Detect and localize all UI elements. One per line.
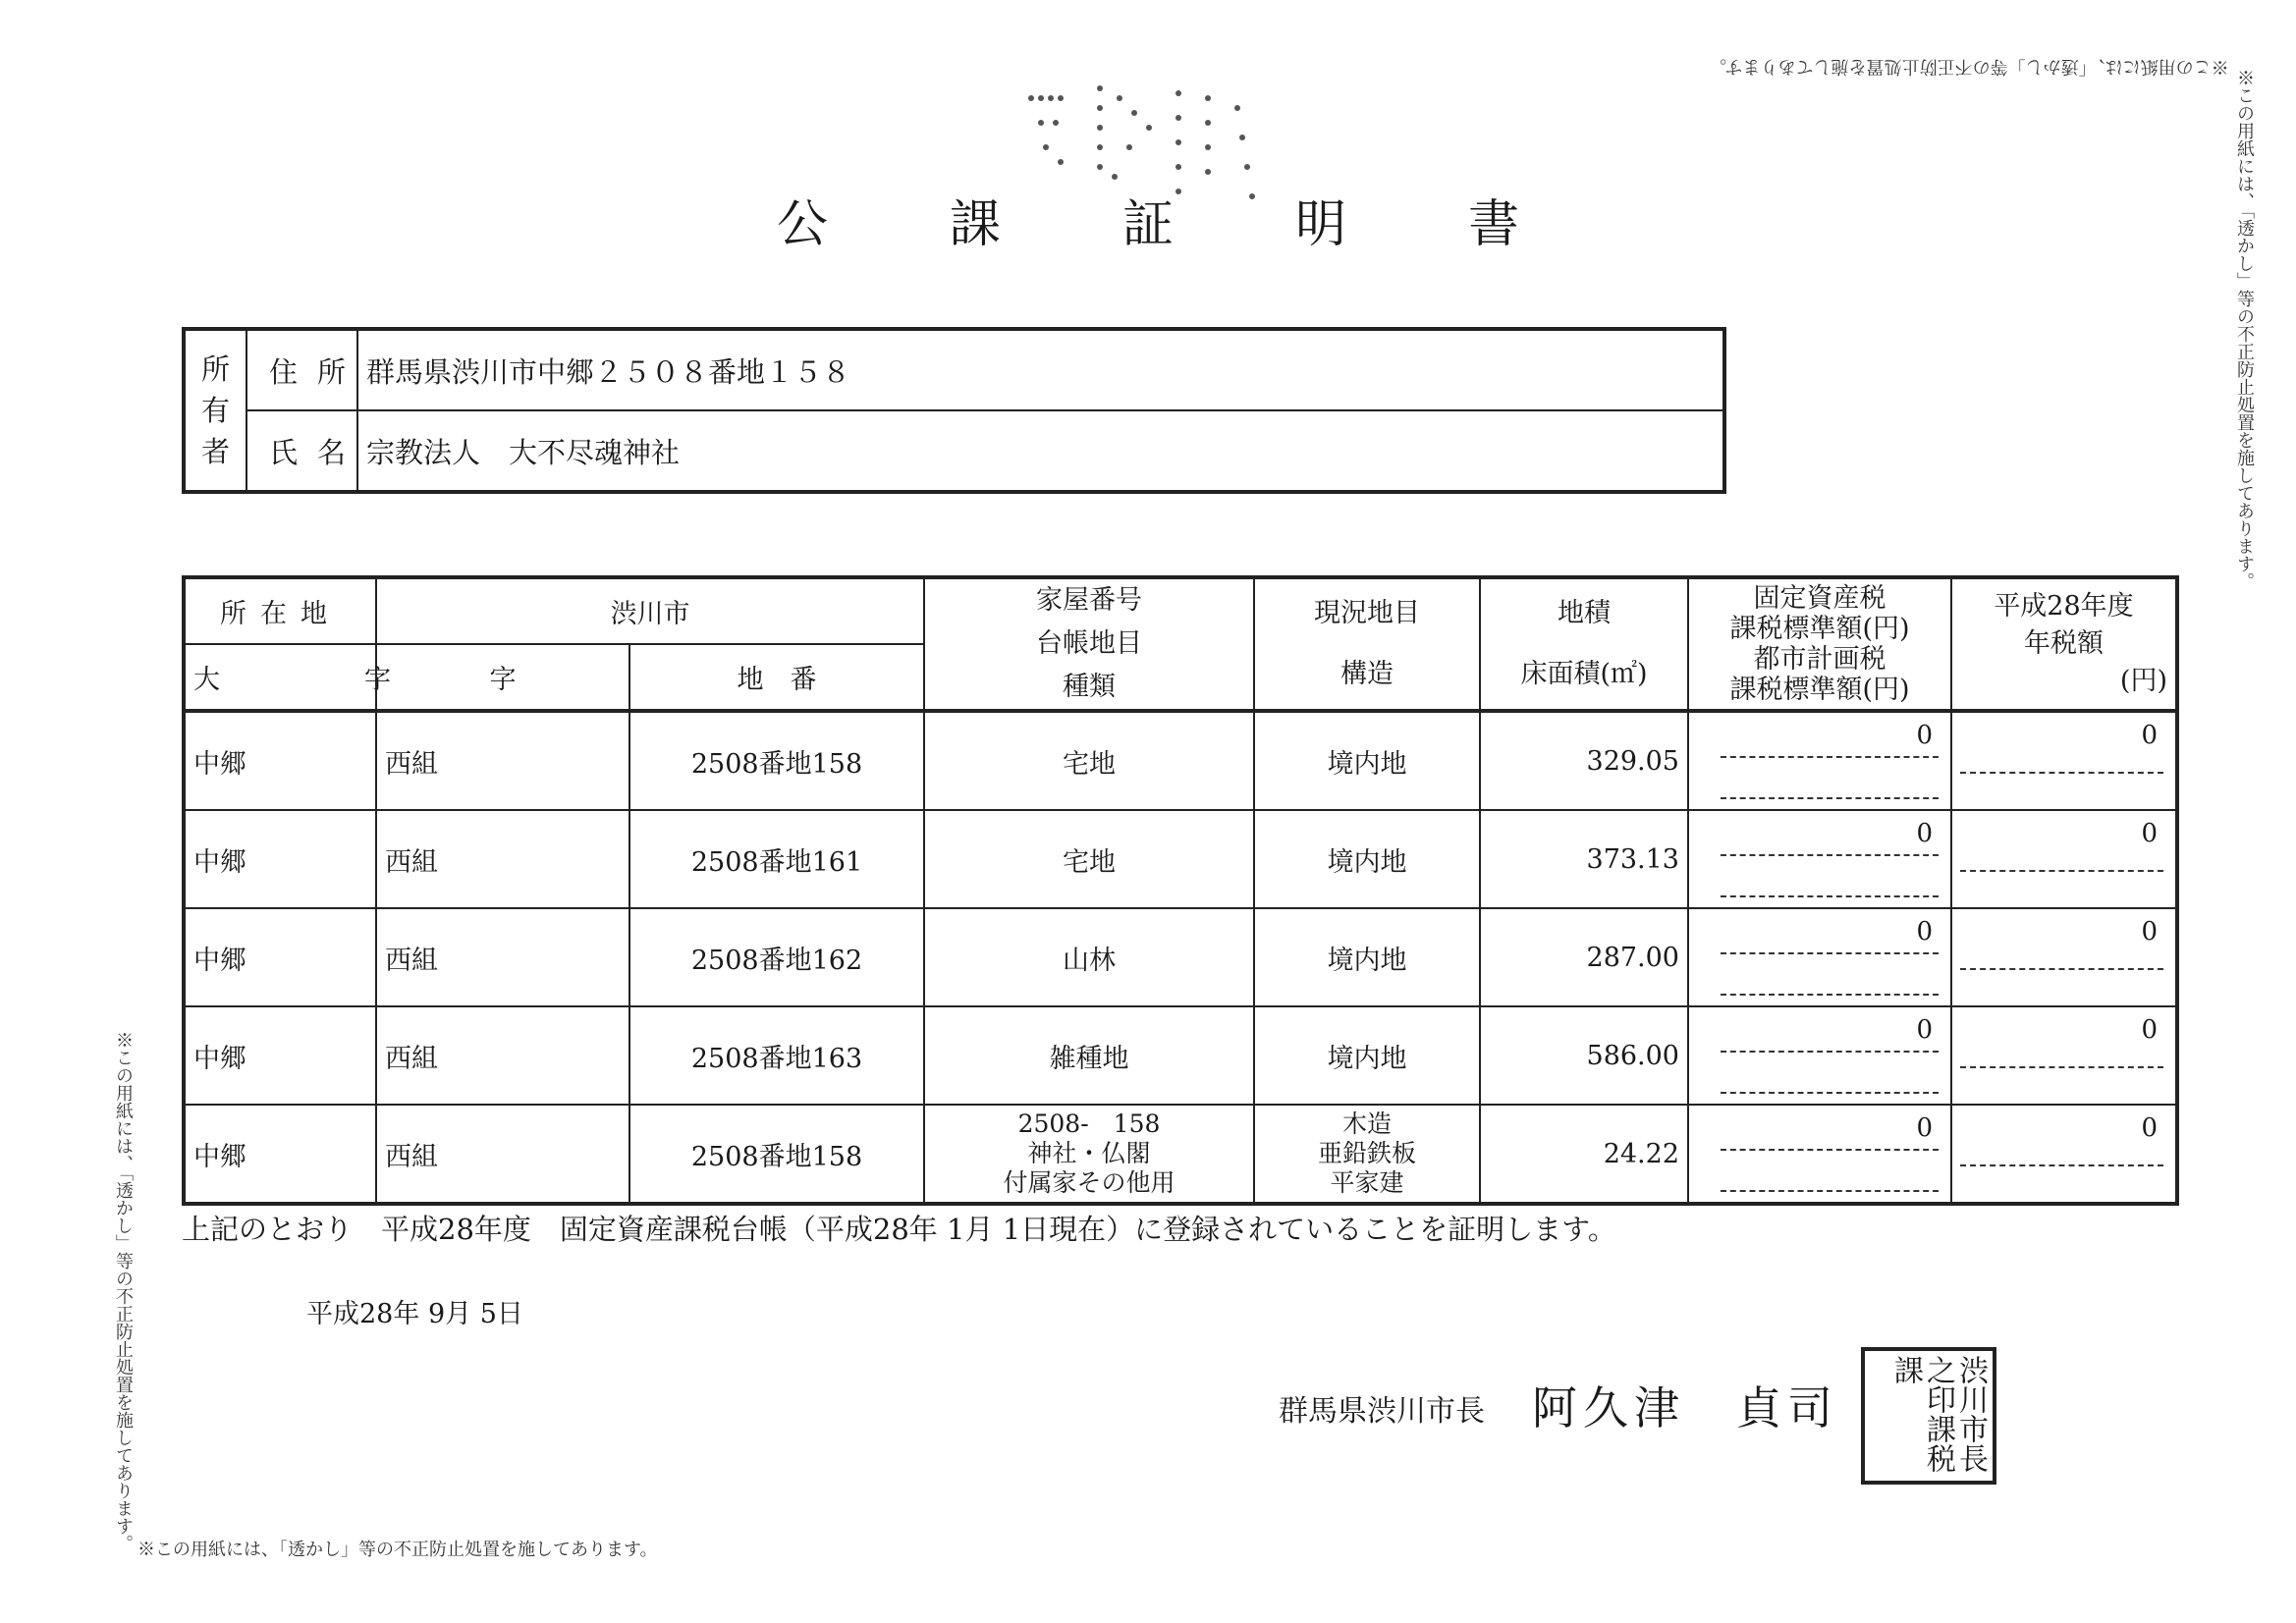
annual-value: 0	[2141, 721, 2158, 750]
cell-annual	[1951, 1105, 2177, 1204]
cell-kind: 宅地	[924, 810, 1254, 908]
annual-value: 0	[2141, 917, 2158, 947]
cell-chiban: 2508番地162	[629, 908, 924, 1006]
header-chiban: 地 番	[629, 644, 924, 711]
cell-oaza: 中郷	[184, 810, 376, 908]
table-row	[184, 810, 2177, 908]
table-row	[184, 1105, 2177, 1204]
header-tax-2: 課税標準額(円)	[1729, 614, 1910, 644]
cell-oaza: 中郷	[184, 1006, 376, 1105]
header-genkyo-2: 構造	[1340, 659, 1394, 689]
cell-tax	[1688, 810, 1951, 908]
cell-structure	[1254, 1105, 1480, 1204]
header-aza: 字	[376, 644, 629, 711]
header-city: 渋川市	[376, 577, 924, 644]
header-location: 所在地	[184, 577, 376, 644]
cell-tax	[1688, 908, 1951, 1006]
cell-chiban: 2508番地158	[629, 1105, 924, 1204]
cell-struct-1: 木造	[1341, 1109, 1392, 1138]
header-genkyo-1: 現況地目	[1314, 598, 1420, 628]
issue-date: 平成28年 9月 5日	[306, 1299, 523, 1329]
header-area-2: 床面積(㎡)	[1520, 659, 1648, 689]
header-annual-3: (円)	[2119, 666, 2167, 696]
cell-area: 329.05	[1480, 711, 1688, 810]
cell-area: 586.00	[1480, 1006, 1688, 1105]
cell-kind	[924, 1105, 1254, 1204]
cell-chiban: 2508番地158	[629, 711, 924, 810]
header-tax	[1688, 577, 1951, 711]
header-tax-4: 課税標準額(円)	[1729, 675, 1910, 705]
title-char: 課	[949, 195, 1001, 254]
cell-kind: 雑種地	[924, 1006, 1254, 1105]
cell-area: 373.13	[1480, 810, 1688, 908]
owner-label	[184, 329, 246, 492]
title-char: 証	[1121, 195, 1174, 254]
cell-struct-2: 亜鉛鉄板	[1317, 1139, 1416, 1167]
cell-oaza: 中郷	[184, 1105, 376, 1204]
cell-aza: 西組	[376, 1006, 629, 1105]
cell-genkyo: 境内地	[1254, 810, 1480, 908]
cell-genkyo: 境内地	[1254, 711, 1480, 810]
title-char: 明	[1295, 195, 1347, 254]
header-kaoku-1: 家屋番号	[1036, 585, 1142, 616]
cell-annual	[1951, 810, 2177, 908]
cell-kind: 宅地	[924, 711, 1254, 810]
header-tax-3: 都市計画税	[1753, 644, 1886, 675]
header-tax-1: 固定資産税	[1753, 583, 1886, 614]
cell-chiban: 2508番地161	[629, 810, 924, 908]
header-area	[1480, 577, 1688, 711]
annual-value: 0	[2141, 1015, 2158, 1045]
title-char: 公	[776, 195, 828, 254]
table-row	[184, 711, 2177, 810]
cell-aza: 西組	[376, 810, 629, 908]
cell-aza: 西組	[376, 1105, 629, 1204]
title-char: 書	[1468, 195, 1520, 254]
cell-area: 24.22	[1480, 1105, 1688, 1204]
name-label: 氏名	[246, 410, 357, 492]
owner-label-char: 所	[200, 352, 230, 386]
cell-annual	[1951, 908, 2177, 1006]
header-annual	[1951, 577, 2177, 711]
owner-address: 群馬県渋川市中郷２５０８番地１５８	[357, 329, 1724, 410]
cell-oaza: 中郷	[184, 908, 376, 1006]
cell-kind: 山林	[924, 908, 1254, 1006]
cell-tax	[1688, 711, 1951, 810]
owner-table	[182, 327, 1726, 494]
address-label: 住所	[246, 329, 357, 410]
cell-aza: 西組	[376, 908, 629, 1006]
cell-oaza: 中郷	[184, 711, 376, 810]
watermark-note-top: ※この用紙には、「透かし」等の不正防止処置を施してあります。	[1709, 56, 2229, 77]
header-oaza: 大 字	[184, 644, 376, 711]
header-area-1: 地積	[1558, 598, 1611, 628]
owner-label-char: 者	[200, 435, 230, 468]
watermark-note-right: ※この用紙には、「透かし」等の不正防止処置を施してあります。	[2234, 69, 2255, 590]
tax-value: 0	[1916, 1113, 1933, 1143]
tax-value: 0	[1916, 721, 1933, 750]
header-annual-1: 平成28年度	[1994, 591, 2134, 622]
cell-struct-3: 平家建	[1330, 1168, 1404, 1197]
header-kaoku	[924, 577, 1254, 711]
cell-kind-1: 2508- 158	[1017, 1109, 1161, 1138]
cell-genkyo: 境内地	[1254, 908, 1480, 1006]
header-genkyo	[1254, 577, 1480, 711]
cell-annual	[1951, 711, 2177, 810]
certification-statement: 上記のとおり 平成28年度 固定資産課税台帳（平成28年 1月 1日現在）に登録されていることを証明します。	[182, 1213, 1616, 1246]
tax-value: 0	[1916, 917, 1933, 947]
owner-name: 宗教法人 大不尽魂神社	[357, 410, 1724, 492]
watermark-note-left: ※この用紙には、「透かし」等の不正防止処置を施してあります。	[113, 1031, 134, 1552]
mayor-name: 阿久津 貞司	[1532, 1381, 1838, 1434]
annual-value: 0	[2141, 1113, 2158, 1143]
official-seal-icon	[1861, 1347, 1996, 1485]
mayor-title: 群馬県渋川市長	[1279, 1394, 1485, 1429]
seal-text: 渋川市長之印課税課	[1888, 1355, 1988, 1473]
watermark-note-bottom: ※この用紙には、「透かし」等の不正防止処置を施してあります。	[137, 1540, 658, 1560]
table-row	[184, 908, 2177, 1006]
anti-copy-watermark-icon	[1011, 69, 1306, 216]
cell-aza: 西組	[376, 711, 629, 810]
table-row	[184, 1006, 2177, 1105]
cell-genkyo: 境内地	[1254, 1006, 1480, 1105]
property-table	[182, 575, 2179, 1206]
owner-label-char: 有	[200, 394, 230, 427]
cell-tax	[1688, 1105, 1951, 1204]
cell-chiban: 2508番地163	[629, 1006, 924, 1105]
tax-value: 0	[1916, 1015, 1933, 1045]
tax-value: 0	[1916, 819, 1933, 848]
annual-value: 0	[2141, 819, 2158, 848]
header-kaoku-2: 台帳地目	[1036, 628, 1142, 659]
cell-tax	[1688, 1006, 1951, 1105]
cell-annual	[1951, 1006, 2177, 1105]
cell-kind-3: 付属家その他用	[1003, 1168, 1175, 1197]
header-annual-2: 年税額	[2024, 628, 2104, 659]
cell-area: 287.00	[1480, 908, 1688, 1006]
cell-kind-2: 神社・仏閣	[1027, 1139, 1151, 1167]
header-kaoku-3: 種類	[1063, 672, 1116, 702]
